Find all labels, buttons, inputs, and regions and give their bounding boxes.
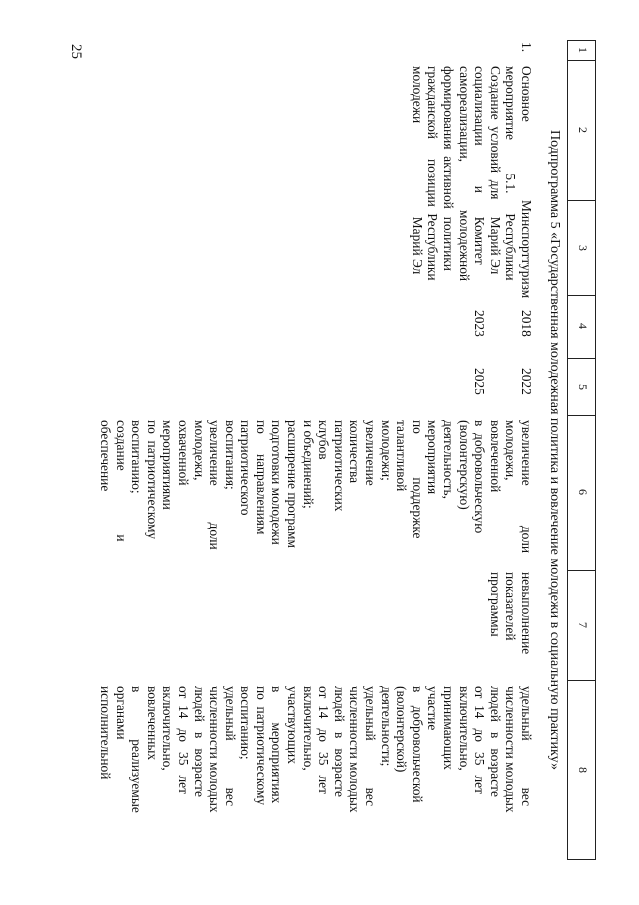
page-number: 25: [68, 44, 84, 59]
col-divider: [568, 570, 596, 571]
consequence-cell: невыполнение показателей программы: [487, 572, 534, 655]
col-divider: [568, 200, 596, 201]
executor-cell: Минспорттуризм Республики Марий Эл Комитет молодежной политики Республики Марий Эл: [409, 200, 534, 299]
row-number: 1.: [519, 42, 534, 53]
event-cell: Основное мероприятие 5.1. Создание условий для социализации и самореализации, формирования активной гражданской позиции молодежи: [409, 66, 534, 209]
indicator-cell: удельный вес численности молодых людей в возрасте от 14 до 35 лет включительно, принимающих участие в добровольческой (волонтерской) деятельности; удельный вес численности молодых людей в возрасте от 14 до 35 лет включительно, участвующих в мероприятиях по патриотическому воспитанию; удельный вес численности молодых людей в возрасте от 14 до 35 лет включительно, вовлеченных в реализуемые органами исполнительной: [97, 686, 534, 813]
year-start-cell: 2018 2023: [472, 310, 534, 337]
header-col-3: 3: [576, 245, 590, 251]
rotated-table-page: [97, 40, 596, 860]
header-col-4: 4: [576, 323, 590, 329]
col-divider: [568, 859, 596, 860]
header-col-8: 8: [576, 767, 590, 773]
header-bottom-border: [567, 40, 568, 860]
col-divider: [568, 358, 596, 359]
col-divider: [568, 680, 596, 681]
col-divider: [568, 295, 596, 296]
subprogram-title: Подпрограмма 5 «Государственная молодежная политика и вовлечение молодежи в социальную практику»: [547, 130, 562, 770]
col-divider: [568, 415, 596, 416]
header-col-5: 5: [576, 384, 590, 390]
table-top-border: [595, 40, 596, 860]
result-cell: увеличение доли молодежи, вовлеченной в добровольческую (волонтерскую) деятельность, мероприятия по поддержке талантливой молодежи; увеличение количества патриотических клубов и объединений; расширение программ подготовки молодежи по направлениям патриотического воспитания; увеличение доли молодежи, охваченной мероприятиями по патриотическому воспитанию; создание и обеспечение: [97, 420, 534, 554]
header-col-7: 7: [576, 622, 590, 628]
year-end-cell: 2022 2025: [472, 368, 534, 395]
header-col-1: 1: [576, 47, 590, 53]
header-col-6: 6: [576, 489, 590, 495]
header-col-2: 2: [576, 127, 590, 133]
